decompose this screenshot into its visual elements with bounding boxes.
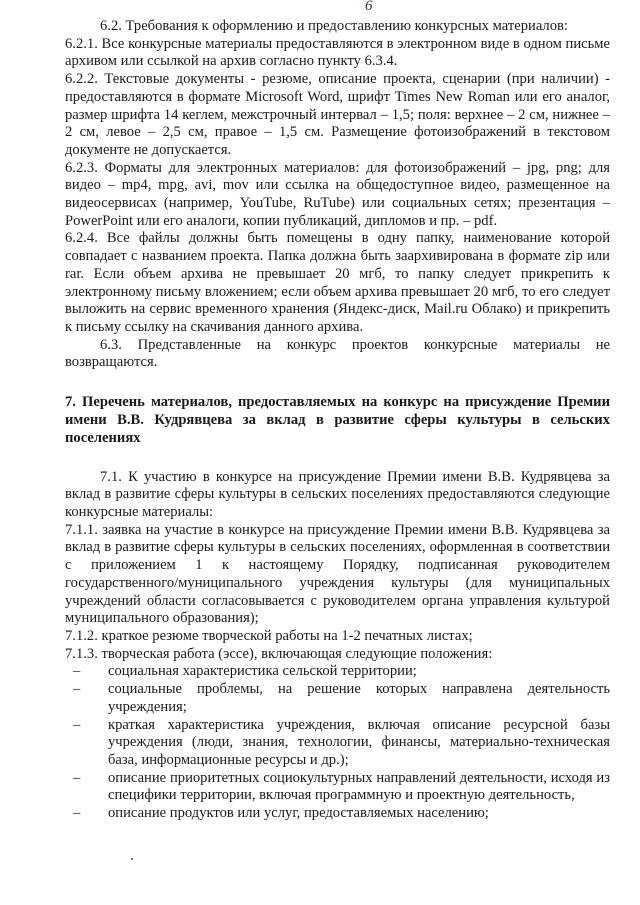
list-item (65, 805, 610, 823)
list-item (65, 663, 610, 681)
list-item-text: описание продуктов или услуг, предоставляемых населению; (108, 805, 489, 822)
list-item-text: описание приоритетных социокультурных направлений деятельности, исходя из специфики территории, включая программную и проектную деятельность, (108, 769, 610, 804)
paragraph-6-3: 6.3. Представленные на конкурс проектов конкурсные материалы не возвращаются. (65, 336, 610, 371)
list-item (65, 717, 610, 770)
paragraph-7-1: 7.1. К участию в конкурсе на присуждение Премии имени В.В. Кудрявцева за вклад в развитие сферы культуры в сельских поселениях предоставляются следующие конкурсные материалы: (65, 468, 610, 521)
page-number: 6 (365, 0, 373, 14)
paragraph-6-2-1: 6.2.1. Все конкурсные материалы предоставляются в электронном виде в одном письме архивом или ссылкой на архив согласно пункту 6.3.4. (65, 35, 610, 70)
paragraph-6-2-2: 6.2.2. Текстовые документы - резюме, описание проекта, сценарии (при наличии) - предоставляются в формате Microsoft Word, шрифт Times New Roman или его аналог, размер шрифта 14 кеглем, межстрочный интервал – 1,5; поля: верхнее – 2 см, нижнее – 2 см, левое – 2,5 см, правое – 1,5 см. Размещение фотоизображений в текстовом документе не допускается. (65, 71, 610, 158)
dash-marker: – (73, 716, 81, 733)
document-body (65, 18, 610, 823)
dash-marker: – (73, 769, 81, 786)
paragraph-6-2-4: 6.2.4. Все файлы должны быть помещены в одну папку, наименование которой совпадает с названием проекта. Папка должна быть заархивирована в формате zip или rar. Если объем архива не превышает 20 мгб, то папку следует прикрепить к электронному письму вложением; если объем архива превышает 20 мгб, то его следует выложить на сервис временного хранения (Яндекс-диск, Mail.ru Облако) и прикрепить к письму ссылку на скачивания данного архива. (65, 230, 610, 335)
list-item-text: социальные проблемы, на решение которых направлена деятельность учреждения; (108, 681, 610, 715)
paragraph-7-1-3: 7.1.3. творческая работа (эссе), включающая следующие положения: (65, 645, 493, 662)
essay-requirements-list (65, 663, 610, 822)
paragraph-6-2: 6.2. Требования к оформлению и предоставлению конкурсных материалов: (100, 18, 568, 34)
dash-marker: – (73, 681, 81, 698)
dash-marker: – (73, 805, 81, 822)
list-item-text: краткая характеристика учреждения, включая описание ресурсной базы учреждения (люди, знания, технологии, финансы, материально-техническая база, информационные ресурсы и др.); (108, 716, 610, 768)
paragraph-7-1-2: 7.1.2. краткое резюме творческой работы на 1-2 печатных листах; (65, 628, 473, 644)
list-item (65, 681, 610, 716)
dash-marker: – (73, 663, 81, 680)
scan-speck (131, 858, 133, 860)
list-item (65, 770, 610, 805)
section-7-heading: 7. Перечень материалов, предоставляемых на конкурс на присуждение Премии имени В.В. Кудрявцева за вклад в развитие сферы культуры в сельских поселениях (65, 394, 610, 447)
paragraph-6-2-3: 6.2.3. Форматы для электронных материалов: для фотоизображений – jpg, png; для видео – mp4, mpg, avi, mov или ссылка на общедоступное видео, размещенное на видеосервисах (например, YouTube, RuTube) или социальных сетях; презентация – PowerPoint или его аналоги, копии публикаций, дипломов и пр. – pdf. (65, 159, 610, 229)
list-item-text: социальная характеристика сельской территории; (108, 663, 417, 680)
paragraph-7-1-1: 7.1.1. заявка на участие в конкурсе на присуждение Премии имени В.В. Кудрявцева за вклад в развитие сферы культуры в сельских поселениях, оформленная в соответствии с приложением 1 к настоящему Порядку, подписанная руководителем государственного/муниципального учреждения культуры (для муниципальных учреждений области согласовывается с руководителем органа управления культурой муниципального образования); (65, 521, 610, 627)
